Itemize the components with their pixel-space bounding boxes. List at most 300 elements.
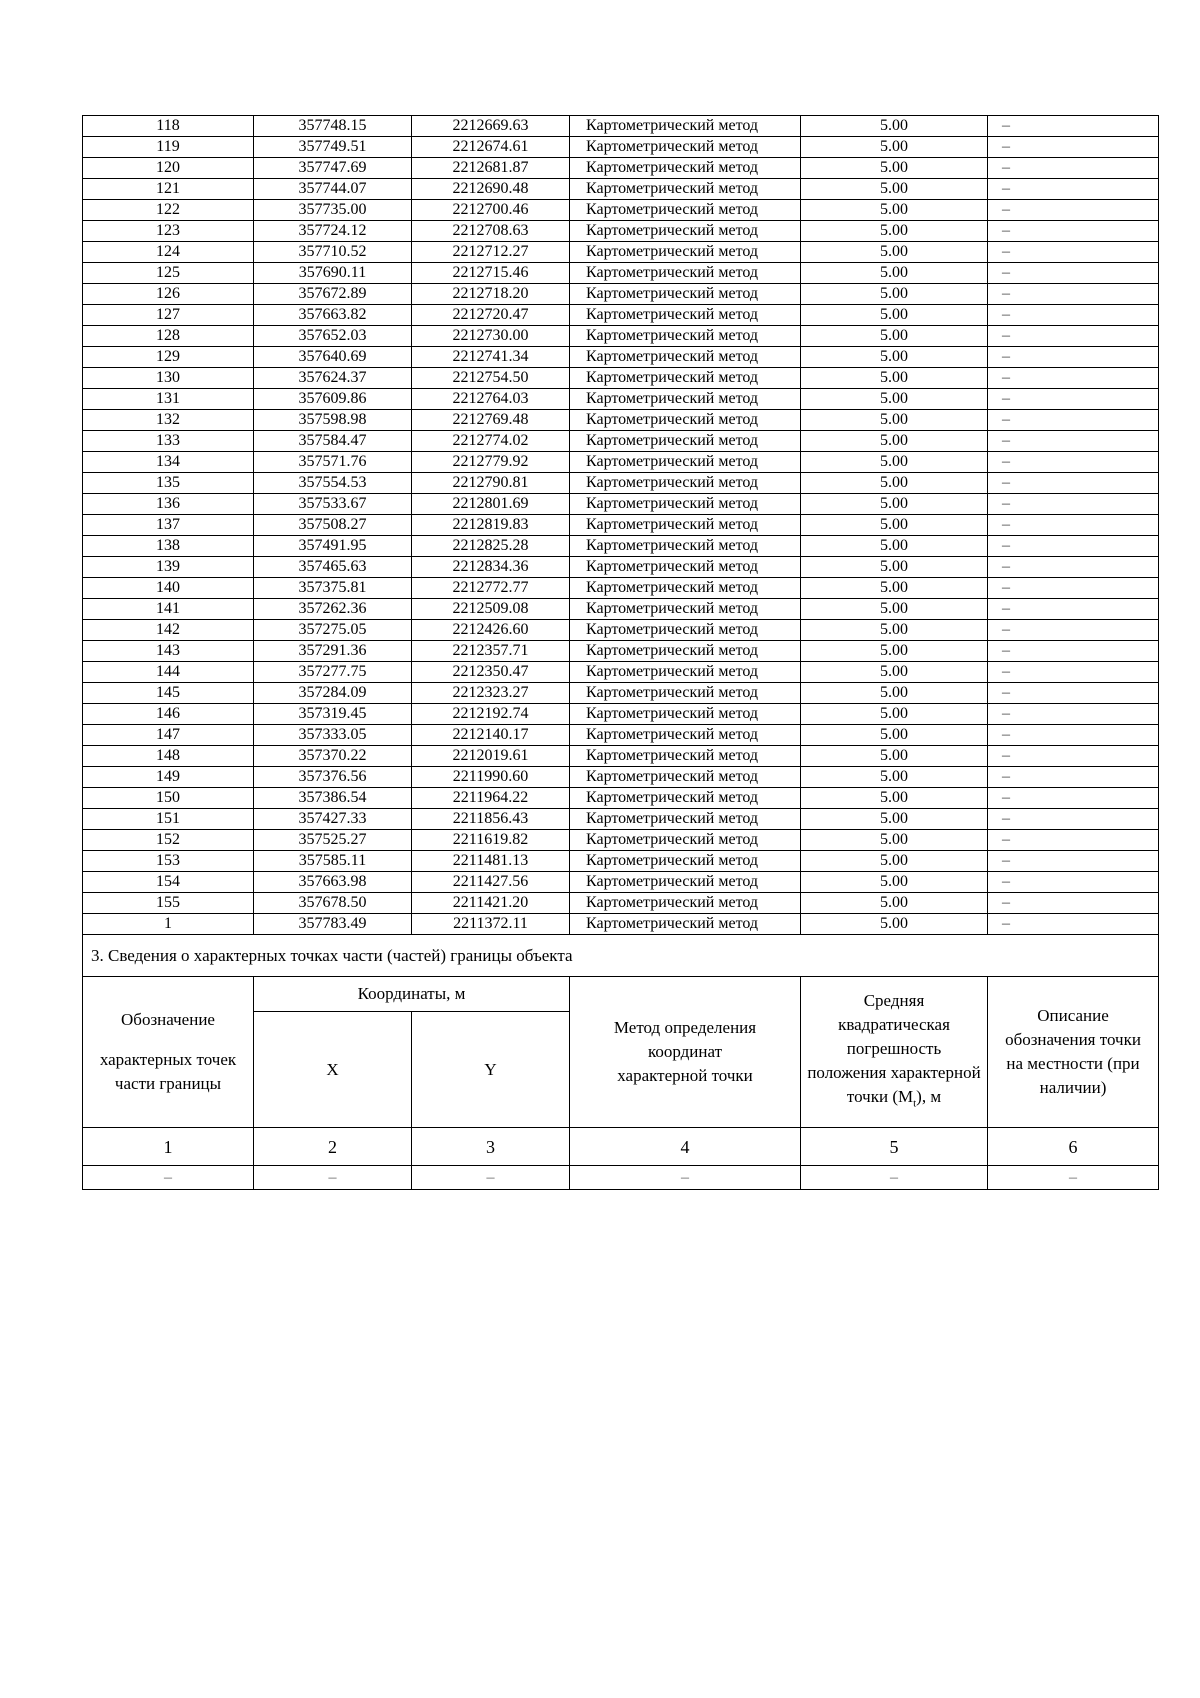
column-number: 2 [254,1128,412,1166]
table-row [83,200,1159,221]
method-cell: Картометрический метод [570,305,801,326]
x-coordinate-cell: 357508.27 [254,515,412,536]
error-cell: 5.00 [801,599,988,620]
method-cell: Картометрический метод [570,704,801,725]
table-row [83,641,1159,662]
description-cell: – [988,830,1159,851]
table-row [83,893,1159,914]
point-number-cell: 151 [83,809,254,830]
method-cell: Картометрический метод [570,557,801,578]
description-cell: – [988,179,1159,200]
x-coordinate-cell: 357291.36 [254,641,412,662]
point-number-cell: 135 [83,473,254,494]
table-row [83,494,1159,515]
section-3-title-row [83,935,1159,977]
point-number-cell: 148 [83,746,254,767]
y-coordinate-cell: 2212509.08 [412,599,570,620]
table-row [83,179,1159,200]
error-cell: 5.00 [801,620,988,641]
table-row [83,116,1159,137]
point-number-cell: 118 [83,116,254,137]
point-number-cell: 127 [83,305,254,326]
error-cell: 5.00 [801,473,988,494]
error-cell: 5.00 [801,683,988,704]
header-coordinates: Координаты, м [254,977,570,1012]
y-coordinate-cell: 2212774.02 [412,431,570,452]
method-cell: Картометрический метод [570,599,801,620]
y-coordinate-cell: 2211481.13 [412,851,570,872]
method-cell: Картометрический метод [570,788,801,809]
y-coordinate-cell: 2212019.61 [412,746,570,767]
table-row [83,662,1159,683]
error-cell: 5.00 [801,872,988,893]
description-cell: – [988,662,1159,683]
description-cell: – [988,116,1159,137]
header-method: Метод определения координат характерной точки [570,977,801,1128]
column-number: 6 [988,1128,1159,1166]
method-cell: Картометрический метод [570,620,801,641]
table-row [83,704,1159,725]
y-coordinate-cell: 2212779.92 [412,452,570,473]
error-cell: 5.00 [801,536,988,557]
x-coordinate-cell: 357375.81 [254,578,412,599]
header-error-text: Средняя квадратическая погрешность положения характерной точки (M [807,990,981,1106]
y-coordinate-cell: 2211427.56 [412,872,570,893]
error-cell: 5.00 [801,347,988,368]
column-number: 1 [83,1128,254,1166]
header-error-subscript: t [913,1097,917,1110]
error-cell: 5.00 [801,767,988,788]
point-number-cell: 146 [83,704,254,725]
error-cell: 5.00 [801,242,988,263]
error-cell: 5.00 [801,116,988,137]
method-cell: Картометрический метод [570,179,801,200]
table-row [83,620,1159,641]
table-row [83,557,1159,578]
method-cell: Картометрический метод [570,809,801,830]
description-cell: – [988,284,1159,305]
y-coordinate-cell: 2212690.48 [412,179,570,200]
method-cell: Картометрический метод [570,767,801,788]
error-cell: 5.00 [801,410,988,431]
point-number-cell: 131 [83,389,254,410]
point-number-cell: 155 [83,893,254,914]
method-cell: Картометрический метод [570,746,801,767]
description-cell: – [988,473,1159,494]
point-number-cell: 132 [83,410,254,431]
x-coordinate-cell: 357749.51 [254,137,412,158]
error-cell: 5.00 [801,557,988,578]
document-page [82,115,1158,1190]
table-row [83,305,1159,326]
point-number-cell: 134 [83,452,254,473]
y-coordinate-cell: 2212741.34 [412,347,570,368]
error-cell: 5.00 [801,578,988,599]
method-cell: Картометрический метод [570,326,801,347]
column-number: 3 [412,1128,570,1166]
x-coordinate-cell: 357333.05 [254,725,412,746]
header-y: Y [412,1012,570,1128]
error-cell: 5.00 [801,494,988,515]
table-row [83,221,1159,242]
method-cell: Картометрический метод [570,116,801,137]
description-cell: – [988,389,1159,410]
table-row [83,410,1159,431]
point-number-cell: 126 [83,284,254,305]
point-number-cell: 142 [83,620,254,641]
empty-cell: – [83,1166,254,1190]
x-coordinate-cell: 357609.86 [254,389,412,410]
x-coordinate-cell: 357735.00 [254,200,412,221]
x-coordinate-cell: 357571.76 [254,452,412,473]
point-number-cell: 1 [83,914,254,935]
table-row [83,263,1159,284]
x-coordinate-cell: 357585.11 [254,851,412,872]
y-coordinate-cell: 2212764.03 [412,389,570,410]
description-cell: – [988,599,1159,620]
y-coordinate-cell: 2211856.43 [412,809,570,830]
table-row [83,578,1159,599]
error-cell: 5.00 [801,746,988,767]
point-number-cell: 141 [83,599,254,620]
description-cell: – [988,767,1159,788]
description-cell: – [988,704,1159,725]
x-coordinate-cell: 357262.36 [254,599,412,620]
description-cell: – [988,494,1159,515]
method-cell: Картометрический метод [570,263,801,284]
point-number-cell: 125 [83,263,254,284]
method-cell: Картометрический метод [570,515,801,536]
header-point-designation [83,977,254,1128]
y-coordinate-cell: 2212192.74 [412,704,570,725]
description-cell: – [988,578,1159,599]
y-coordinate-cell: 2212754.50 [412,368,570,389]
error-cell: 5.00 [801,725,988,746]
x-coordinate-cell: 357427.33 [254,809,412,830]
point-number-cell: 120 [83,158,254,179]
method-cell: Картометрический метод [570,158,801,179]
method-cell: Картометрический метод [570,284,801,305]
y-coordinate-cell: 2212140.17 [412,725,570,746]
table-row [83,515,1159,536]
point-number-cell: 129 [83,347,254,368]
x-coordinate-cell: 357672.89 [254,284,412,305]
method-cell: Картометрический метод [570,473,801,494]
table-row [83,242,1159,263]
x-coordinate-cell: 357275.05 [254,620,412,641]
point-number-cell: 144 [83,662,254,683]
point-number-cell: 150 [83,788,254,809]
empty-data-row [83,1166,1159,1190]
point-number-cell: 121 [83,179,254,200]
error-cell: 5.00 [801,914,988,935]
table-row [83,389,1159,410]
table-row [83,746,1159,767]
method-cell: Картометрический метод [570,431,801,452]
empty-cell: – [254,1166,412,1190]
table-row [83,326,1159,347]
table-row [83,158,1159,179]
description-cell: – [988,137,1159,158]
point-number-cell: 128 [83,326,254,347]
table-row [83,368,1159,389]
table-row [83,599,1159,620]
header-mean-square-error [801,977,988,1128]
point-number-cell: 136 [83,494,254,515]
method-cell: Картометрический метод [570,494,801,515]
table-row [83,683,1159,704]
description-cell: – [988,557,1159,578]
y-coordinate-cell: 2212323.27 [412,683,570,704]
error-cell: 5.00 [801,305,988,326]
x-coordinate-cell: 357624.37 [254,368,412,389]
description-cell: – [988,746,1159,767]
table-row [83,347,1159,368]
empty-cell: – [570,1166,801,1190]
method-cell: Картометрический метод [570,242,801,263]
error-cell: 5.00 [801,326,988,347]
error-cell: 5.00 [801,515,988,536]
description-cell: – [988,683,1159,704]
point-number-cell: 143 [83,641,254,662]
point-number-cell: 139 [83,557,254,578]
description-cell: – [988,872,1159,893]
x-coordinate-cell: 357710.52 [254,242,412,263]
y-coordinate-cell: 2212350.47 [412,662,570,683]
method-cell: Картометрический метод [570,662,801,683]
x-coordinate-cell: 357533.67 [254,494,412,515]
point-number-cell: 154 [83,872,254,893]
description-cell: – [988,347,1159,368]
x-coordinate-cell: 357663.82 [254,305,412,326]
error-cell: 5.00 [801,704,988,725]
table-row [83,914,1159,935]
method-cell: Картометрический метод [570,683,801,704]
description-cell: – [988,263,1159,284]
method-cell: Картометрический метод [570,389,801,410]
method-cell: Картометрический метод [570,851,801,872]
description-cell: – [988,725,1159,746]
empty-cell: – [988,1166,1159,1190]
x-coordinate-cell: 357584.47 [254,431,412,452]
x-coordinate-cell: 357525.27 [254,830,412,851]
method-cell: Картометрический метод [570,200,801,221]
point-number-cell: 133 [83,431,254,452]
method-cell: Картометрический метод [570,221,801,242]
table-row [83,767,1159,788]
description-cell: – [988,641,1159,662]
description-cell: – [988,326,1159,347]
column-numbers-row [83,1128,1159,1166]
method-cell: Картометрический метод [570,641,801,662]
error-cell: 5.00 [801,641,988,662]
y-coordinate-cell: 2211619.82 [412,830,570,851]
error-cell: 5.00 [801,431,988,452]
x-coordinate-cell: 357319.45 [254,704,412,725]
description-cell: – [988,200,1159,221]
y-coordinate-cell: 2211421.20 [412,893,570,914]
description-cell: – [988,305,1159,326]
point-number-cell: 147 [83,725,254,746]
method-cell: Картометрический метод [570,452,801,473]
point-number-cell: 123 [83,221,254,242]
y-coordinate-cell: 2212769.48 [412,410,570,431]
error-cell: 5.00 [801,221,988,242]
error-cell: 5.00 [801,368,988,389]
points-table-body [83,116,1159,935]
table-row [83,851,1159,872]
point-number-cell: 124 [83,242,254,263]
description-cell: – [988,158,1159,179]
point-number-cell: 119 [83,137,254,158]
y-coordinate-cell: 2211964.22 [412,788,570,809]
table-row [83,452,1159,473]
point-number-cell: 138 [83,536,254,557]
y-coordinate-cell: 2212669.63 [412,116,570,137]
y-coordinate-cell: 2212772.77 [412,578,570,599]
y-coordinate-cell: 2212790.81 [412,473,570,494]
description-cell: – [988,431,1159,452]
method-cell: Картометрический метод [570,536,801,557]
x-coordinate-cell: 357598.98 [254,410,412,431]
error-cell: 5.00 [801,137,988,158]
method-cell: Картометрический метод [570,725,801,746]
error-cell: 5.00 [801,200,988,221]
error-cell: 5.00 [801,263,988,284]
description-cell: – [988,536,1159,557]
column-number: 5 [801,1128,988,1166]
description-cell: – [988,515,1159,536]
header-description: Описание обозначения точки на местности (при наличии) [988,977,1159,1128]
y-coordinate-cell: 2211990.60 [412,767,570,788]
boundary-points-table [82,115,1159,1190]
method-cell: Картометрический метод [570,347,801,368]
description-cell: – [988,788,1159,809]
y-coordinate-cell: 2212819.83 [412,515,570,536]
header-row-1 [83,977,1159,1012]
error-cell: 5.00 [801,788,988,809]
method-cell: Картометрический метод [570,137,801,158]
x-coordinate-cell: 357277.75 [254,662,412,683]
header-x: X [254,1012,412,1128]
point-number-cell: 122 [83,200,254,221]
table-row [83,473,1159,494]
error-cell: 5.00 [801,662,988,683]
header-error-unit: ), м [916,1086,942,1106]
x-coordinate-cell: 357744.07 [254,179,412,200]
error-cell: 5.00 [801,389,988,410]
y-coordinate-cell: 2212700.46 [412,200,570,221]
x-coordinate-cell: 357747.69 [254,158,412,179]
x-coordinate-cell: 357690.11 [254,263,412,284]
y-coordinate-cell: 2212674.61 [412,137,570,158]
description-cell: – [988,893,1159,914]
method-cell: Картометрический метод [570,368,801,389]
point-number-cell: 152 [83,830,254,851]
point-number-cell: 130 [83,368,254,389]
table-row [83,872,1159,893]
y-coordinate-cell: 2212825.28 [412,536,570,557]
error-cell: 5.00 [801,851,988,872]
description-cell: – [988,410,1159,431]
y-coordinate-cell: 2212834.36 [412,557,570,578]
error-cell: 5.00 [801,893,988,914]
point-number-cell: 149 [83,767,254,788]
table-row [83,431,1159,452]
point-number-cell: 153 [83,851,254,872]
point-number-cell: 145 [83,683,254,704]
column-number: 4 [570,1128,801,1166]
x-coordinate-cell: 357554.53 [254,473,412,494]
empty-cell: – [801,1166,988,1190]
x-coordinate-cell: 357386.54 [254,788,412,809]
header-point-designation-line2: характерных точек части границы [99,1050,237,1093]
x-coordinate-cell: 357652.03 [254,326,412,347]
section-3-title: 3. Сведения о характерных точках части (частей) границы объекта [83,935,1159,977]
error-cell: 5.00 [801,452,988,473]
y-coordinate-cell: 2212681.87 [412,158,570,179]
table-row [83,284,1159,305]
y-coordinate-cell: 2211372.11 [412,914,570,935]
method-cell: Картометрический метод [570,830,801,851]
x-coordinate-cell: 357748.15 [254,116,412,137]
error-cell: 5.00 [801,158,988,179]
table-row [83,137,1159,158]
method-cell: Картометрический метод [570,410,801,431]
y-coordinate-cell: 2212708.63 [412,221,570,242]
error-cell: 5.00 [801,179,988,200]
table-row [83,725,1159,746]
x-coordinate-cell: 357376.56 [254,767,412,788]
y-coordinate-cell: 2212712.27 [412,242,570,263]
method-cell: Картометрический метод [570,872,801,893]
y-coordinate-cell: 2212801.69 [412,494,570,515]
description-cell: – [988,914,1159,935]
empty-cell: – [412,1166,570,1190]
method-cell: Картометрический метод [570,578,801,599]
x-coordinate-cell: 357640.69 [254,347,412,368]
x-coordinate-cell: 357491.95 [254,536,412,557]
description-cell: – [988,221,1159,242]
x-coordinate-cell: 357663.98 [254,872,412,893]
y-coordinate-cell: 2212426.60 [412,620,570,641]
error-cell: 5.00 [801,809,988,830]
error-cell: 5.00 [801,830,988,851]
x-coordinate-cell: 357783.49 [254,914,412,935]
point-number-cell: 140 [83,578,254,599]
y-coordinate-cell: 2212718.20 [412,284,570,305]
method-cell: Картометрический метод [570,914,801,935]
description-cell: – [988,368,1159,389]
x-coordinate-cell: 357284.09 [254,683,412,704]
description-cell: – [988,620,1159,641]
description-cell: – [988,809,1159,830]
table-row [83,788,1159,809]
description-cell: – [988,851,1159,872]
description-cell: – [988,242,1159,263]
error-cell: 5.00 [801,284,988,305]
y-coordinate-cell: 2212715.46 [412,263,570,284]
table-row [83,809,1159,830]
y-coordinate-cell: 2212730.00 [412,326,570,347]
x-coordinate-cell: 357465.63 [254,557,412,578]
x-coordinate-cell: 357724.12 [254,221,412,242]
y-coordinate-cell: 2212720.47 [412,305,570,326]
table-row [83,830,1159,851]
x-coordinate-cell: 357370.22 [254,746,412,767]
description-cell: – [988,452,1159,473]
point-number-cell: 137 [83,515,254,536]
